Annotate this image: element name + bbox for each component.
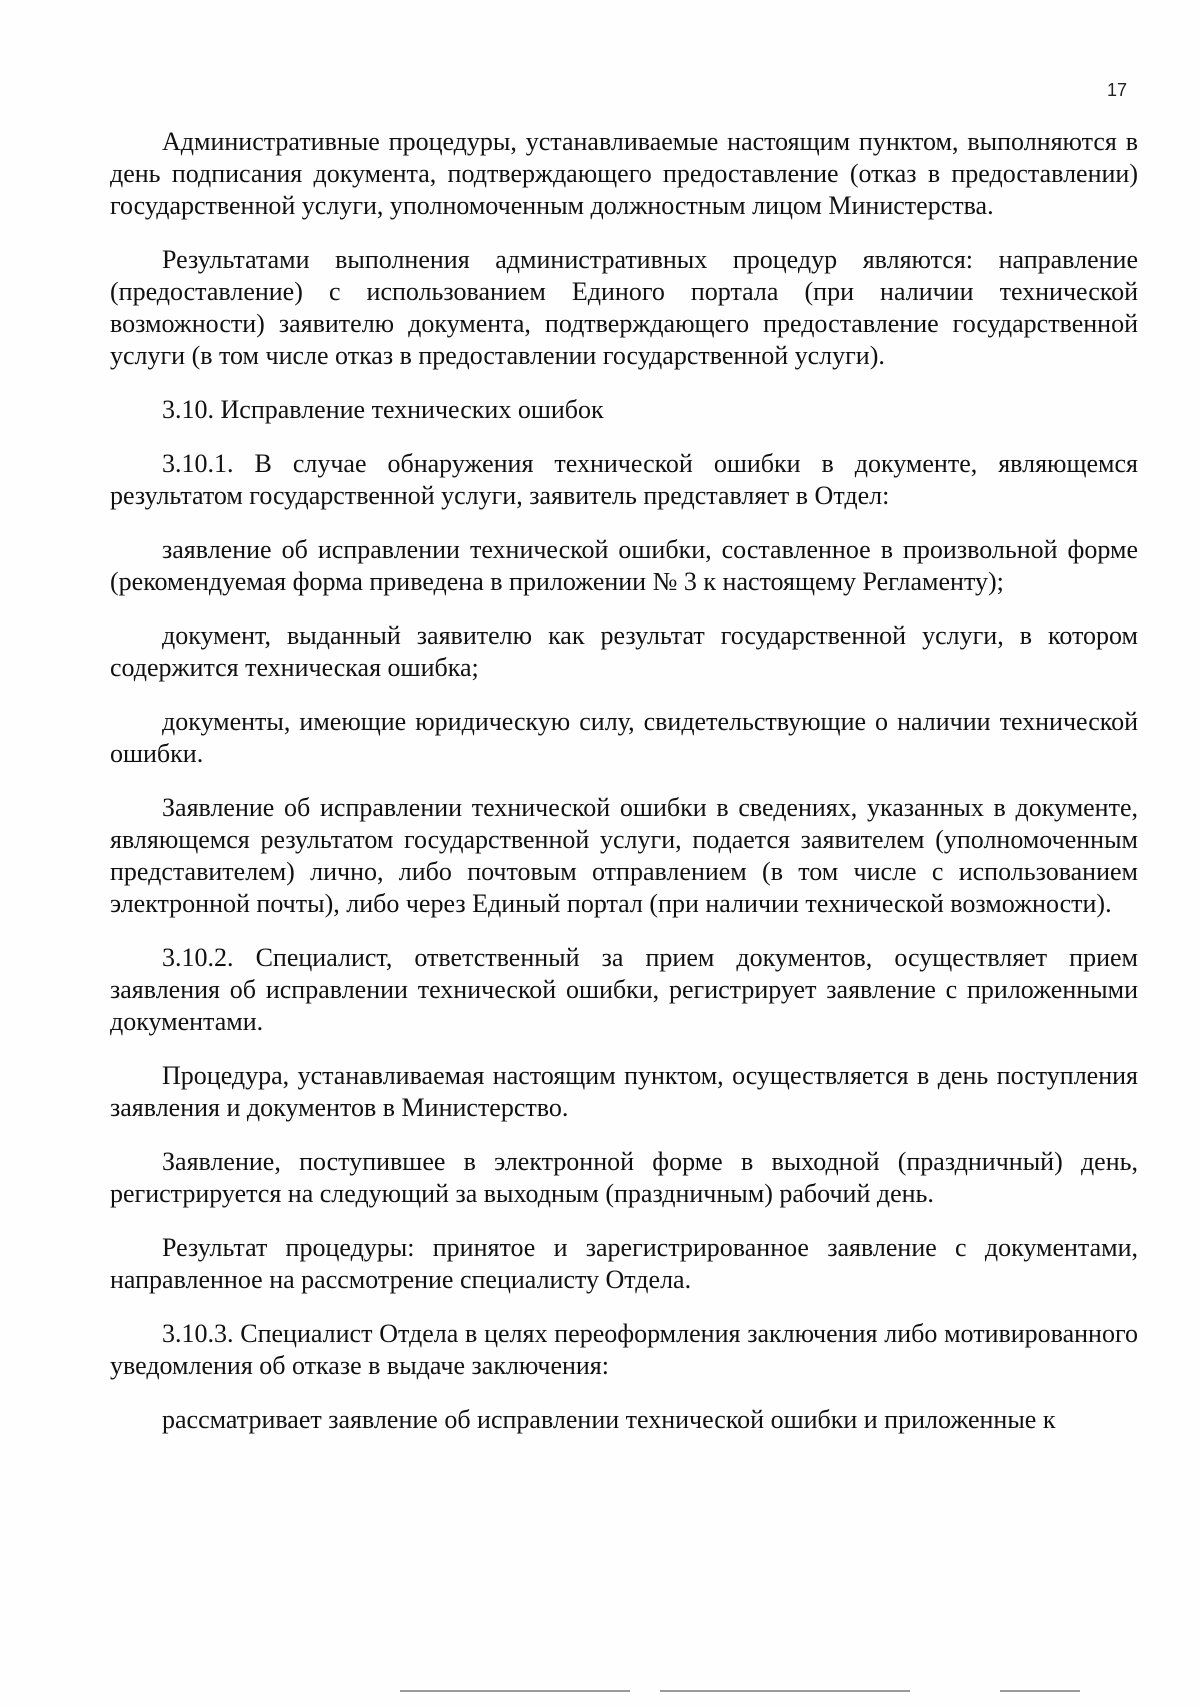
paragraph-procedure-day: Процедура, устанавливаемая настоящим пунктом, осуществляется в день поступления заявления и документов в Министерство.: [110, 1061, 1138, 1122]
page-number: 17: [1107, 80, 1128, 100]
paragraph-reviews-application: рассматривает заявление об исправлении технической ошибки и приложенные к: [162, 1405, 1056, 1434]
paragraph-admin-procedures: Административные процедуры, устанавливаемые настоящим пунктом, выполняются в день подписания документа, подтверждающего предоставление (отказ в предоставлении) государственной услуги, уполномоченным должностным лицом Министерства.: [110, 127, 1138, 220]
scan-artifact-line: [400, 1690, 630, 1692]
paragraph-3-10-2: 3.10.2. Специалист, ответственный за прием документов, осуществляет прием заявления об исправлении технической ошибки, регистрирует заявление с приложенными документами.: [110, 943, 1138, 1036]
scan-artifact-line: [660, 1690, 910, 1692]
paragraph-legal-documents: документы, имеющие юридическую силу, свидетельствующие о наличии технической ошибки.: [110, 707, 1138, 768]
document-body: [110, 126, 1138, 1458]
scan-artifact-line: [1000, 1690, 1080, 1692]
paragraph-results: Результатами выполнения административных процедур являются: направление (предоставление) с использованием Единого портала (при наличии технической возможности) заявителю документа, подтверждающего предоставление государственной услуги (в том числе отказ в предоставлении государственной услуги).: [110, 245, 1138, 370]
paragraph-3-10-1: 3.10.1. В случае обнаружения технической ошибки в документе, являющемся результатом государственной услуги, заявитель представляет в Отдел:: [110, 449, 1138, 510]
paragraph-application: заявление об исправлении технической ошибки, составленное в произвольной форме (рекомендуемая форма приведена в приложении № 3 к настоящему Регламенту);: [110, 535, 1138, 596]
paragraph-holiday-registration: Заявление, поступившее в электронной форме в выходной (праздничный) день, регистрируется на следующий за выходным (праздничным) рабочий день.: [110, 1147, 1138, 1208]
paragraph-procedure-result: Результат процедуры: принятое и зарегистрированное заявление с документами, направленное на рассмотрение специалисту Отдела.: [110, 1233, 1138, 1294]
paragraph-issued-document: документ, выданный заявителю как результат государственной услуги, в котором содержится техническая ошибка;: [110, 621, 1138, 682]
paragraph-submission: Заявление об исправлении технической ошибки в сведениях, указанных в документе, являющемся результатом государственной услуги, подается заявителем (уполномоченным представителем) лично, либо почтовым отправлением (в том числе с использованием электронной почты), либо через Единый портал (при наличии технической возможности).: [110, 793, 1138, 918]
paragraph-3-10-3: 3.10.3. Специалист Отдела в целях переоформления заключения либо мотивированного уведомления об отказе в выдаче заключения:: [110, 1319, 1138, 1380]
section-heading-3-10: 3.10. Исправление технических ошибок: [162, 395, 604, 424]
